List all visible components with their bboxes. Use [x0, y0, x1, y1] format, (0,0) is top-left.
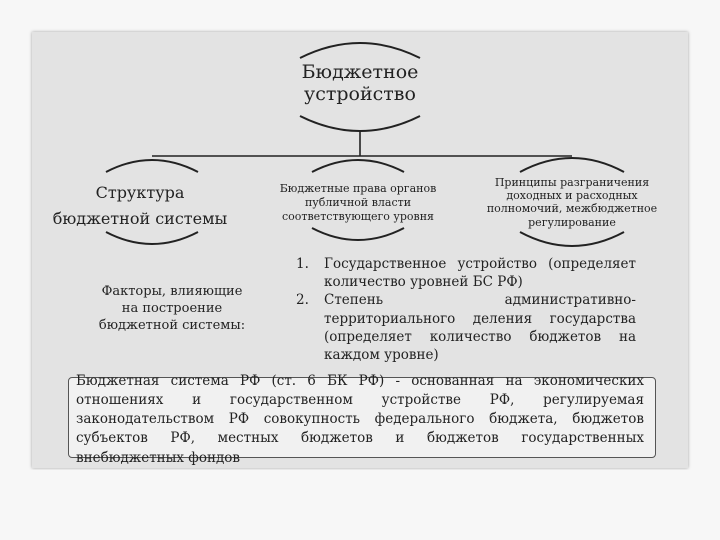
principles-line-3: полномочий, межбюджетное	[486, 202, 658, 216]
child-rights-bottom-arc	[312, 228, 404, 240]
root-node-bottom-arc	[300, 116, 420, 131]
root-line-2: устройство	[304, 82, 416, 105]
factor-item	[296, 291, 636, 364]
child-structure-bottom-arc	[106, 232, 198, 244]
factor-number: 2.	[296, 292, 309, 309]
principles-line-4: регулирование	[528, 215, 616, 229]
factors-label	[72, 284, 272, 335]
factors-line-2: на построение	[121, 300, 223, 316]
factors-line-3: бюджетной системы:	[98, 317, 246, 333]
rights-line-3: соответствующего уровня	[282, 209, 434, 223]
child-structure-label	[40, 180, 240, 231]
rights-line-1: Бюджетные права органов	[279, 182, 437, 195]
rights-line-2: публичной власти	[304, 195, 412, 209]
factor-item	[296, 255, 636, 291]
principles-line-2: доходных и расходных	[506, 189, 638, 203]
factor-text: Государственное устройство (определяет количество уровней БС РФ)	[324, 256, 636, 291]
child-rights-label	[268, 182, 448, 223]
definition-text: Бюджетная система РФ (ст. 6 БК РФ) - основанная на экономических отношениях и государственном устройстве РФ, регулируемая законодательством РФ совокупность федерального бюджета, бюджетов субъектов РФ, местных бюджетов и бюджетов государственных внебюджетных фондов	[76, 373, 644, 466]
principles-line-1: Принципы разграничения	[494, 176, 650, 189]
child-principles-label	[482, 176, 662, 229]
page-footer-area	[0, 470, 720, 540]
root-node-top-arc	[300, 43, 420, 58]
root-line-1: Бюджетное	[301, 61, 419, 83]
child-structure-top-arc	[106, 160, 198, 172]
factor-number: 1.	[296, 256, 309, 272]
child-rights-top-arc	[312, 160, 404, 172]
root-node-label	[270, 62, 450, 106]
child-principles-top-arc	[520, 158, 624, 172]
structure-line-2: бюджетной системы	[52, 208, 228, 228]
factor-text: Степень административно-территориального деления государства (определяет количество бюджетов на каждом уровне)	[324, 292, 636, 364]
factors-line-1: Факторы, влияющие	[101, 284, 243, 299]
child-principles-bottom-arc	[520, 232, 624, 246]
structure-line-1: Структура	[95, 183, 185, 202]
factor-list	[296, 255, 636, 364]
